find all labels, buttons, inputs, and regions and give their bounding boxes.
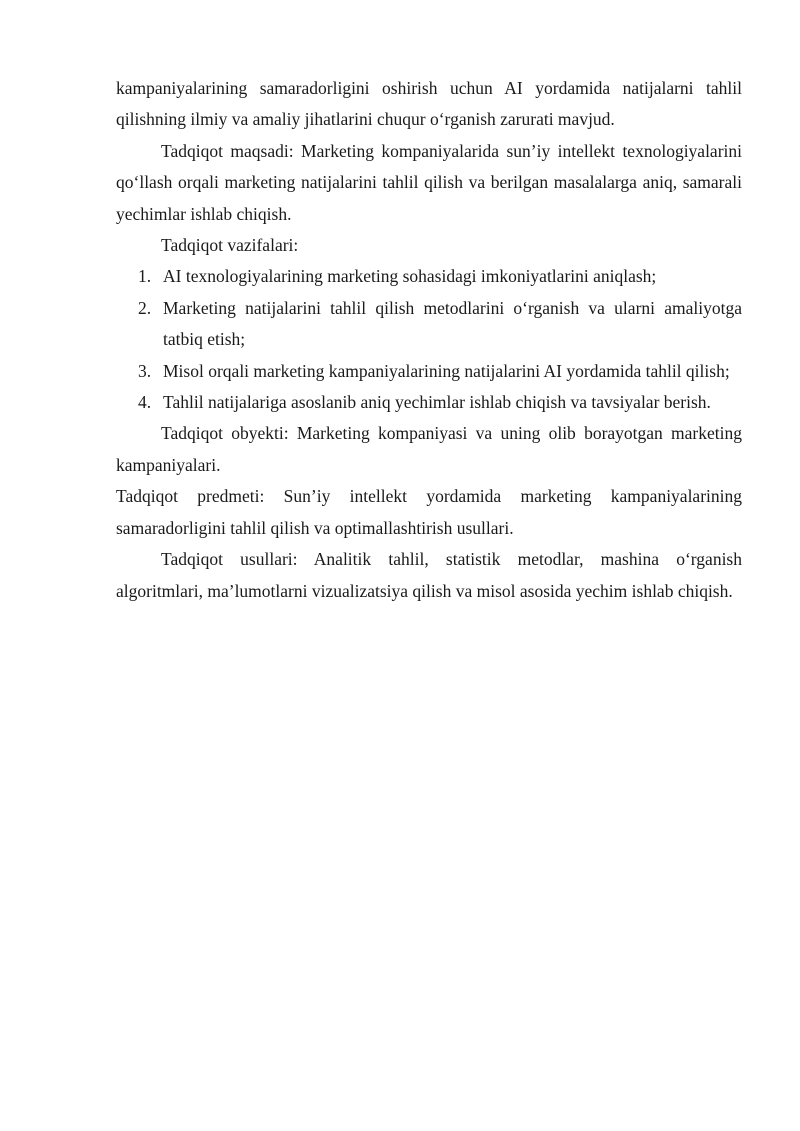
list-item-number: 1. — [138, 266, 152, 287]
tasks-list — [116, 261, 742, 418]
list-item-number: 4. — [138, 392, 152, 413]
methods-paragraph: Tadqiqot usullari: Analitik tahlil, statistik metodlar, mashina o‘rganish algoritmlari, ma’lumotlarni vizualizatsiya qilish va misol asosida yechim ishlab chiqish. — [116, 549, 742, 601]
document-body — [116, 73, 742, 607]
purpose-paragraph: Tadqiqot maqsadi: Marketing kompaniyalarida sun’iy intellekt texnologiyalarini qo‘llash orqali marketing natijalarini tahlil qilish va berilgan masalalarga aniq, samarali yechimlar ishlab chiqish. — [116, 140, 742, 224]
list-item-number: 3. — [138, 360, 152, 381]
subject-paragraph: Tadqiqot predmeti: Sun’iy intellekt yordamida marketing kampaniyalarining samaradorligini tahlil qilish va optimallashtirish usullari. — [116, 486, 742, 538]
list-item — [116, 261, 742, 292]
list-item-number: 2. — [138, 297, 152, 318]
list-item — [116, 356, 742, 387]
tasks-heading: Tadqiqot vazifalari: — [161, 235, 299, 256]
list-item-text: Tahlil natijalariga asoslanib aniq yechimlar ishlab chiqish va tavsiyalar berish. — [163, 392, 711, 413]
list-item-text: AI texnologiyalarining marketing sohasidagi imkoniyatlarini aniqlash; — [163, 266, 657, 287]
object-paragraph: Tadqiqot obyekti: Marketing kompaniyasi va uning olib borayotgan marketing kampaniyalari. — [116, 423, 742, 475]
list-item — [116, 387, 742, 418]
list-item — [116, 293, 742, 356]
list-item-text: Marketing natijalarini tahlil qilish metodlarini o‘rganish va ularni amaliyotga tatbiq etish; — [163, 297, 742, 350]
intro-paragraph: kampaniyalarining samaradorligini oshirish uchun AI yordamida natijalarni tahlil qilishning ilmiy va amaliy jihatlarini chuqur o‘rganish zarurati mavjud. — [116, 78, 742, 130]
list-item-text: Misol orqali marketing kampaniyalarining natijalarini AI yordamida tahlil qilish; — [163, 360, 730, 381]
